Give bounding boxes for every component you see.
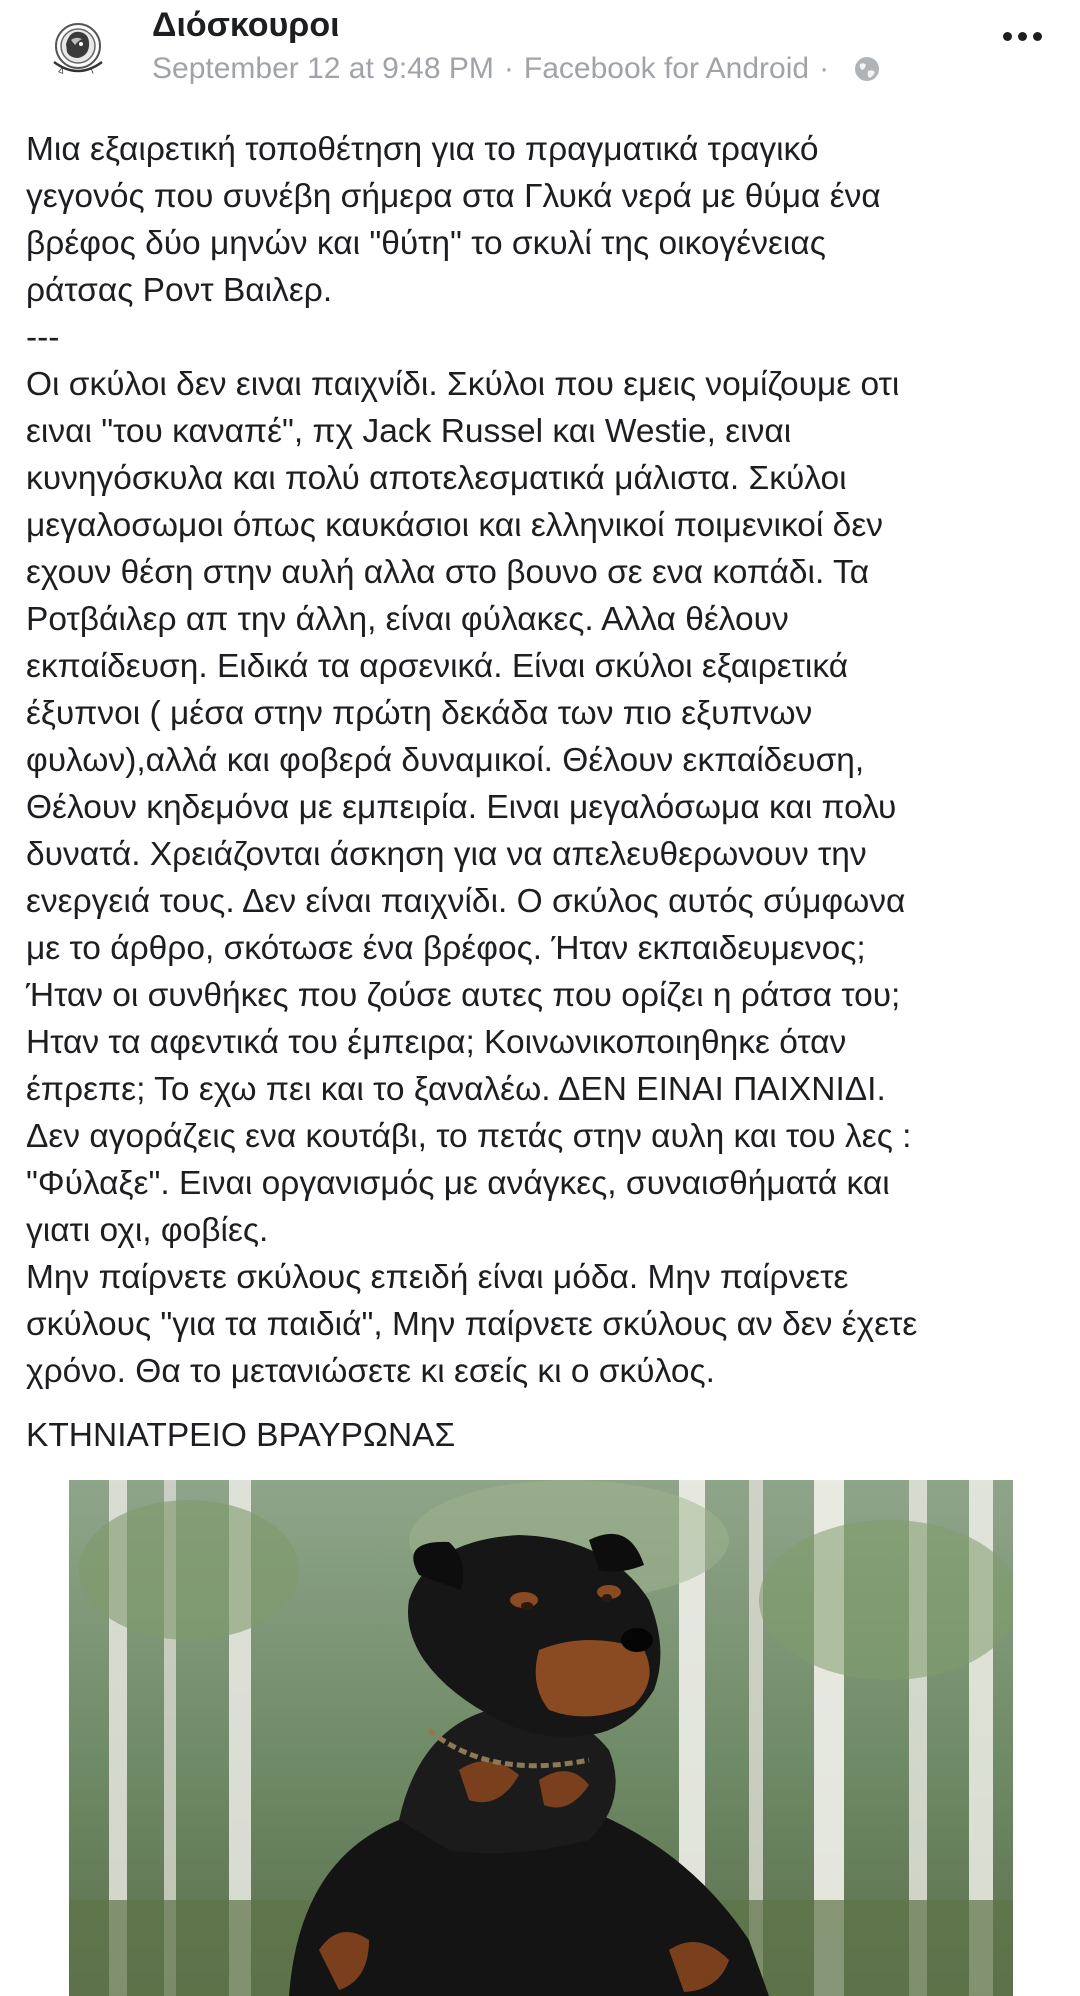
post-text-line: φυλων),αλλά και φοβερά δυναμικοί. Θέλουν εκπαίδευση, [26, 742, 865, 779]
post-text-line: Μια εξαιρετική τοποθέτηση για το πραγματικά τραγικό [26, 131, 819, 168]
post-text-line: "Φύλαξε". Ειναι οργανισμός με ανάγκες, συναισθήματά και [26, 1165, 890, 1202]
more-options-dot [1018, 32, 1027, 41]
post-text-line: έπρεπε; Το εχω πει και το ξαναλέω. ΔΕΝ ΕΙΝΑΙ ΠΑΙΧΝΙΔΙ. [26, 1071, 886, 1108]
post-text-line: εκπαίδευση. Ειδικά τα αρσενικά. Είναι σκύλοι εξαιρετικά [26, 648, 849, 685]
post-text [26, 126, 1056, 1395]
post-text-line: χρόνο. Θα το μετανιώσετε κι εσείς κι ο σκύλος. [26, 1353, 715, 1390]
post-header [0, 0, 1080, 110]
post-text-line: μεγαλοσωμοι όπως καυκάσιοι και ελληνικοί ποιμενικοί δεν [26, 507, 884, 544]
more-options-button[interactable] [992, 16, 1052, 56]
post-text-line: έξυπνοι ( μέσα στην πρώτη δεκάδα των πιο εξυπνων [26, 695, 813, 732]
post-source: Facebook for Android [523, 52, 810, 85]
author-name[interactable]: Διόσκουροι [152, 6, 340, 44]
post-text-line: --- [26, 319, 60, 356]
post-text-line: Ροτβάιλερ απ την άλλη, είναι φύλακες. Αλλα θέλουν [26, 601, 789, 638]
post-text-line: σκύλους "για τα παιδιά", Μην παίρνετε σκύλους αν δεν έχετε [26, 1306, 918, 1343]
post-text-line: βρέφος δύο μηνών και "θύτη" το σκυλί της οικογένειας [26, 225, 826, 262]
svg-text:Ι: Ι [89, 66, 95, 76]
post-signature: ΚΤΗΝΙΑΤΡΕΙΟ ΒΡΑΥΡΩΝΑΣ [26, 1417, 456, 1454]
globe-icon [853, 55, 881, 83]
post-text-line: ενεργειά τους. Δεν είναι παιχνίδι. Ο σκύλος αυτός σύμφωνα [26, 883, 906, 920]
post-text-line: Οι σκύλοι δεν ειναι παιχνίδι. Σκύλοι που εμεις νομίζουμε οτι [26, 366, 900, 403]
post-text-line: Δεν αγοράζεις ενα κουτάβι, το πετάς στην αυλη και του λες : [26, 1118, 912, 1155]
post-meta [152, 52, 881, 86]
post-text-line: ράτσας Ροντ Βαιλερ. [26, 272, 333, 309]
more-options-icon [1003, 32, 1012, 41]
dioskouroi-logo-icon [40, 10, 116, 86]
page-avatar[interactable] [40, 10, 116, 86]
post-text-line: Ήταν οι συνθήκες που ζούσε αυτες που ορίζει η ράτσα του; [26, 977, 901, 1014]
post-timestamp[interactable]: September 12 at 9:48 PM [152, 52, 494, 85]
meta-separator: · [819, 52, 830, 85]
post-text-line: γιατι οχι, φοβίες. [26, 1212, 269, 1249]
post-text-line: Μην παίρνετε σκύλους επειδή είναι μόδα. Μην παίρνετε [26, 1259, 849, 1296]
post-text-line: γεγονός που συνέβη σήμερα στα Γλυκά νερά με θύμα ένα [26, 178, 881, 215]
post-text-line: ειναι "του καναπέ", πχ Jack Russel και Westie, ειναι [26, 413, 792, 450]
post-text-line: με το άρθρο, σκότωσε ένα βρέφος. Ήταν εκπαιδευμενος; [26, 930, 866, 967]
post-text-line: Θέλουν κηδεμόνα με εμπειρία. Ειναι μεγαλόσωμα και πολυ [26, 789, 897, 826]
post-text-line: δυνατά. Χρειάζονται άσκηση για να απελευθερωνουν την [26, 836, 867, 873]
more-options-dot [1033, 32, 1042, 41]
svg-text:Δ: Δ [57, 65, 66, 76]
meta-separator: · [503, 52, 514, 85]
post-photo[interactable] [69, 1480, 1013, 1996]
rottweiler-photo [69, 1480, 1013, 1996]
post-text-line: Ηταν τα αφεντικά του έμπειρα; Κοινωνικοποιηθηκε όταν [26, 1024, 847, 1061]
post-text-line: εχουν θέση στην αυλή αλλα στο βουνο σε ενα κοπάδι. Τα [26, 554, 870, 591]
post-text-line: κυνηγόσκυλα και πολύ αποτελεσματικά μάλιστα. Σκύλοι [26, 460, 847, 497]
